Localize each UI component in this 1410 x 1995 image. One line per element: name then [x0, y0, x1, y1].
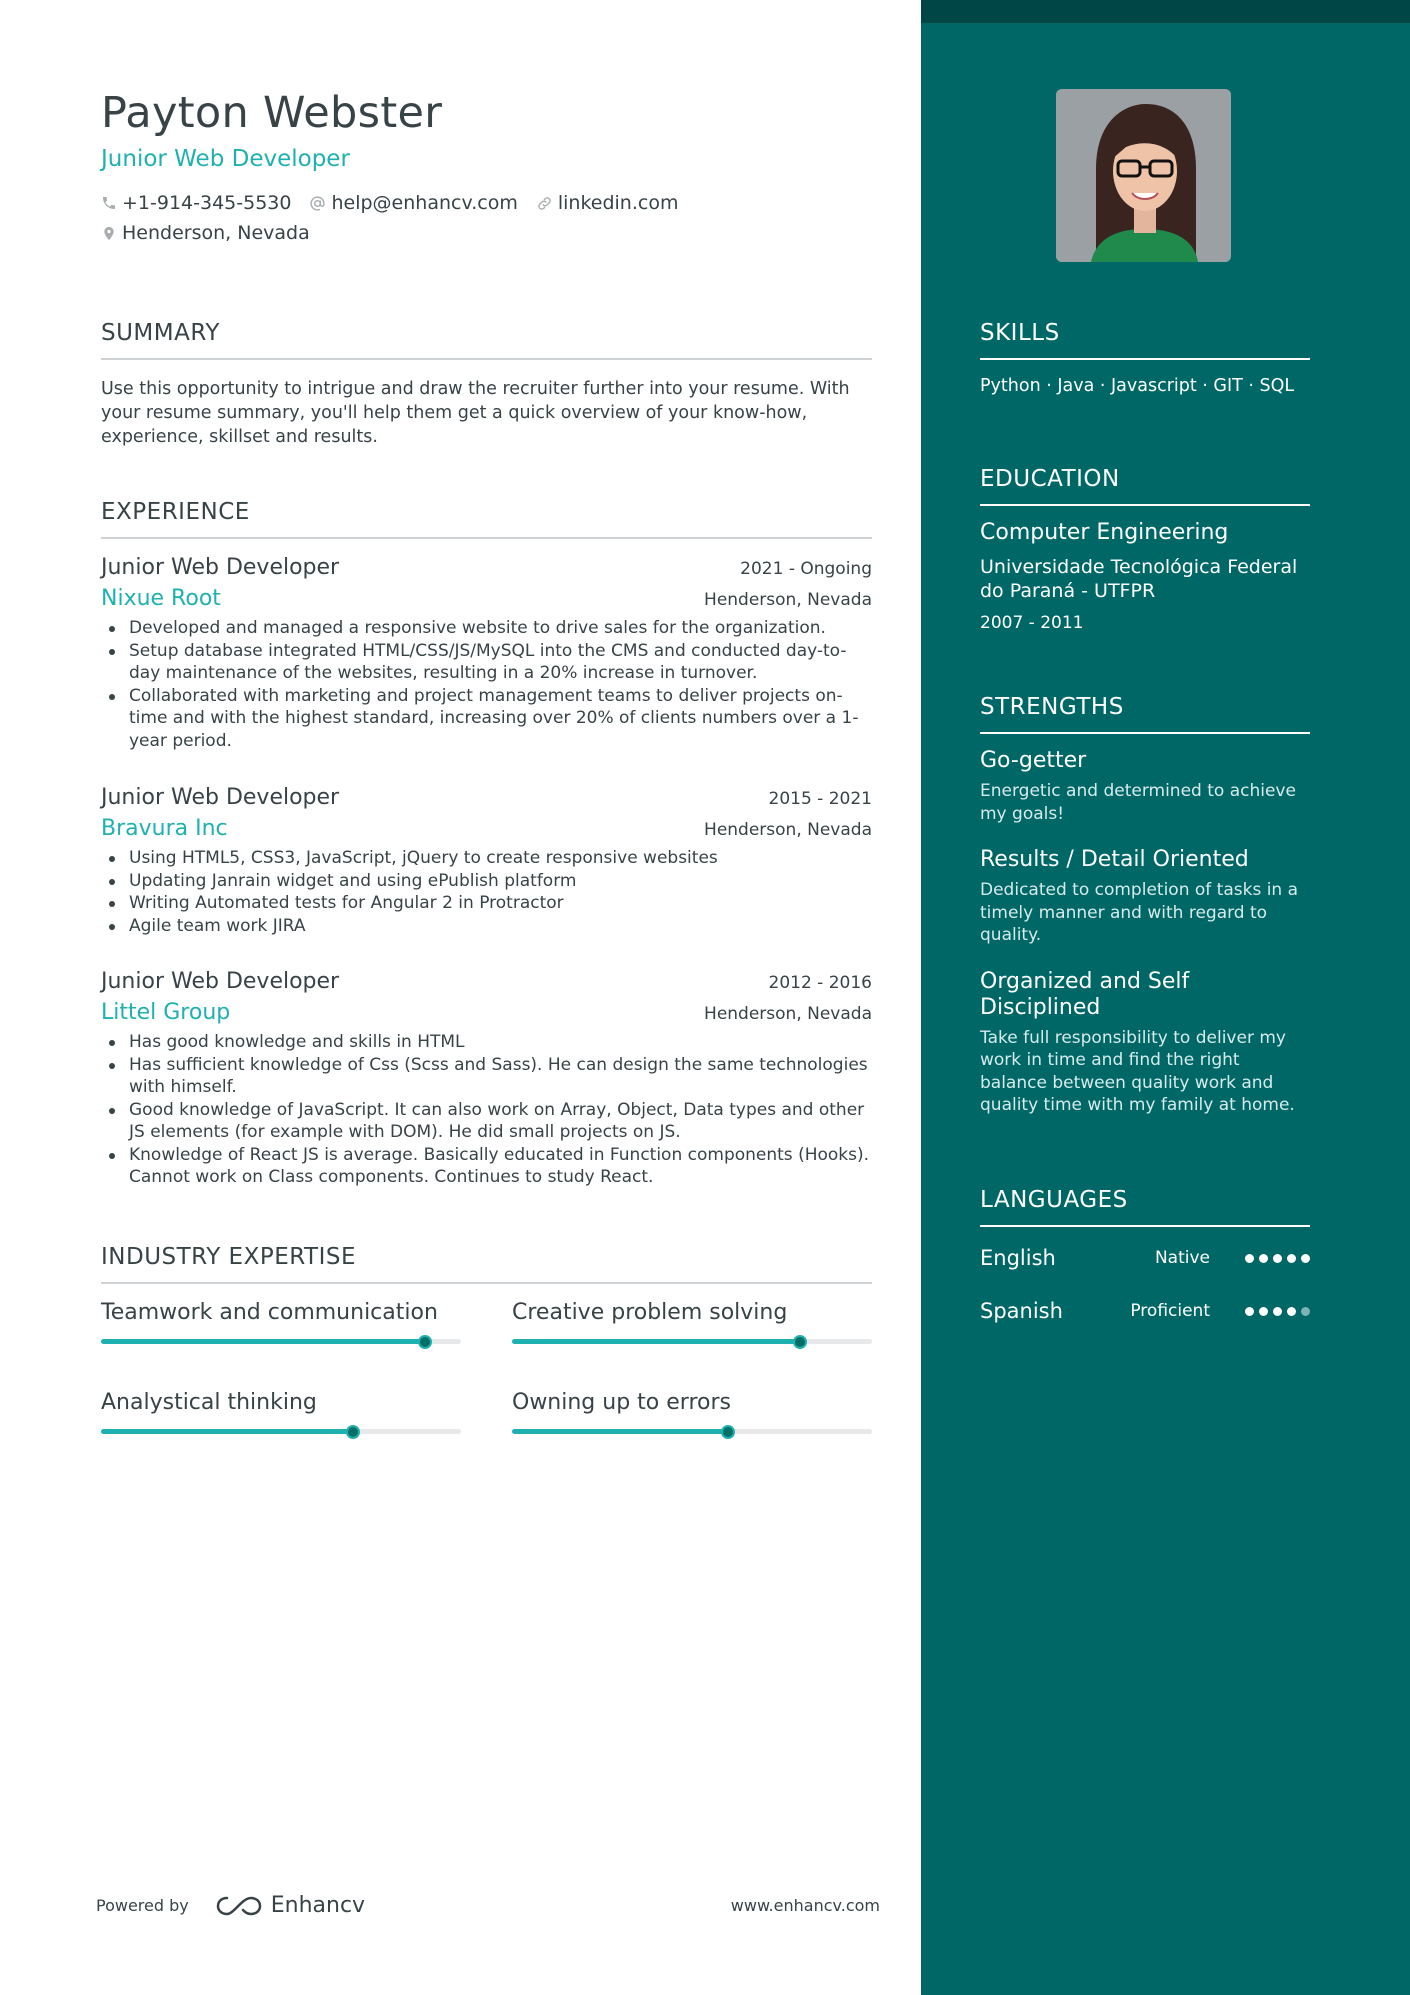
phone-icon — [101, 195, 117, 211]
language-level: Proficient — [1130, 1301, 1210, 1321]
at-icon — [309, 195, 326, 212]
experience-bullet: Agile team work JIRA — [101, 915, 872, 938]
sidebar-top-band — [921, 0, 1410, 23]
language-item — [980, 1296, 1310, 1326]
education-dates: 2007 - 2011 — [980, 613, 1084, 633]
expertise-label: Analystical thinking — [101, 1390, 317, 1415]
experience-dates: 2021 - Ongoing — [740, 559, 872, 579]
experience-bullets — [101, 1031, 872, 1189]
enhancv-logo[interactable] — [215, 1893, 365, 1918]
linkedin-text[interactable]: linkedin.com — [557, 192, 679, 214]
language-dot — [1245, 1254, 1254, 1263]
expertise-bar-knob — [721, 1425, 735, 1439]
language-dot — [1287, 1254, 1296, 1263]
enhancv-infinity-icon — [215, 1894, 263, 1918]
language-level: Native — [1154, 1248, 1210, 1268]
contact-email — [309, 192, 517, 214]
phone-text[interactable]: +1-914-345-5530 — [122, 192, 292, 214]
expertise-bar — [101, 1339, 461, 1344]
language-dots — [1240, 1254, 1310, 1263]
experience-dates: 2015 - 2021 — [768, 789, 872, 809]
contact-location — [101, 222, 310, 244]
language-dot — [1259, 1254, 1268, 1263]
expertise-bar — [512, 1429, 872, 1434]
contact-linkedin — [536, 192, 679, 214]
skills-section — [980, 320, 1310, 396]
experience-bullets — [101, 617, 872, 752]
language-item — [980, 1243, 1310, 1273]
strength-item — [980, 969, 1310, 1117]
language-dot — [1259, 1307, 1268, 1316]
language-dot — [1273, 1254, 1282, 1263]
enhancv-brand: Enhancv — [270, 1893, 366, 1918]
powered-by — [96, 1893, 365, 1918]
language-dots — [1240, 1307, 1310, 1316]
strength-description: Take full responsibility to deliver my work in time and find the right balance between quality work and quality time with my family at home. — [980, 1027, 1295, 1115]
experience-location: Henderson, Nevada — [704, 820, 872, 840]
powered-by-label: Powered by — [96, 1896, 189, 1915]
experience-location: Henderson, Nevada — [704, 590, 872, 610]
summary-heading: SUMMARY — [101, 320, 872, 360]
strength-name: Results / Detail Oriented — [980, 847, 1249, 872]
experience-bullet: Setup database integrated HTML/CSS/JS/MySQL into the CMS and conducted day-to-day maintenance of the websites, resulting in a 20% increase in turnover. — [101, 640, 872, 685]
experience-item — [101, 969, 872, 1189]
email-text[interactable]: help@enhancv.com — [331, 192, 518, 214]
experience-company: Littel Group — [101, 1000, 231, 1025]
contact-phone — [101, 192, 291, 214]
strength-name: Organized and Self Disciplined — [980, 968, 1190, 1020]
expertise-item — [512, 1390, 872, 1434]
skills-list: Python · Java · Javascript · GIT · SQL — [980, 376, 1295, 396]
expertise-bar — [101, 1429, 461, 1434]
experience-location: Henderson, Nevada — [704, 1004, 872, 1024]
experience-bullet: Good knowledge of JavaScript. It can also work on Array, Object, Data types and other JS elements (for example with DOM). He did small projects on JS. — [101, 1099, 872, 1144]
expertise-bar-fill — [101, 1339, 425, 1344]
experience-bullet: Has good knowledge and skills in HTML — [101, 1031, 872, 1054]
profile-photo-image — [1056, 89, 1231, 262]
candidate-title: Junior Web Developer — [101, 146, 350, 172]
experience-bullet: Using HTML5, CSS3, JavaScript, jQuery to create responsive websites — [101, 847, 872, 870]
expertise-item — [101, 1300, 461, 1344]
candidate-name: Payton Webster — [101, 88, 443, 138]
strength-item — [980, 847, 1310, 947]
language-dot — [1273, 1307, 1282, 1316]
strengths-heading: STRENGTHS — [980, 694, 1310, 734]
education-heading: EDUCATION — [980, 466, 1310, 506]
languages-heading: LANGUAGES — [980, 1187, 1310, 1227]
strength-description: Dedicated to completion of tasks in a timely manner and with regard to quality. — [980, 880, 1299, 945]
expertise-heading: INDUSTRY EXPERTISE — [101, 1244, 872, 1284]
language-name: Spanish — [980, 1299, 1063, 1323]
experience-bullets — [101, 847, 872, 937]
languages-section — [980, 1187, 1310, 1326]
expertise-bar — [512, 1339, 872, 1344]
language-dot — [1301, 1307, 1310, 1316]
expertise-bar-knob — [418, 1335, 432, 1349]
location-text: Henderson, Nevada — [122, 222, 310, 244]
education-degree: Computer Engineering — [980, 520, 1229, 545]
contact-row — [101, 192, 696, 214]
experience-company: Nixue Root — [101, 586, 221, 611]
footer — [96, 1893, 880, 1918]
language-name: English — [980, 1246, 1056, 1270]
experience-bullet: Updating Janrain widget and using ePublish platform — [101, 870, 872, 893]
experience-bullet: Has sufficient knowledge of Css (Scss and Sass). He can design the same technologies with himself. — [101, 1054, 872, 1099]
experience-company: Bravura Inc — [101, 816, 228, 841]
experience-item — [101, 785, 872, 937]
strengths-section — [980, 694, 1310, 1117]
expertise-label: Creative problem solving — [512, 1300, 788, 1325]
language-dot — [1301, 1254, 1310, 1263]
strength-name: Go-getter — [980, 748, 1087, 773]
experience-dates: 2012 - 2016 — [768, 973, 872, 993]
profile-photo — [1056, 89, 1231, 262]
strength-item — [980, 748, 1310, 825]
summary-text: Use this opportunity to intrigue and draw the recruiter further into your resume. With your resume summary, you'll help them get a quick overview of your know-how, experience, skillset and results. — [101, 379, 850, 447]
strength-description: Energetic and determined to achieve my goals! — [980, 781, 1296, 824]
skills-heading: SKILLS — [980, 320, 1310, 360]
experience-bullet: Knowledge of React JS is average. Basically educated in Function components (Hooks). Cannot work on Class components. Continues to study React. — [101, 1144, 872, 1189]
expertise-bar-knob — [346, 1425, 360, 1439]
language-dot — [1287, 1307, 1296, 1316]
expertise-bar-knob — [793, 1335, 807, 1349]
education-section — [980, 466, 1310, 633]
experience-bullet: Writing Automated tests for Angular 2 in Protractor — [101, 892, 872, 915]
education-school: Universidade Tecnológica Federal do Paraná - UTFPR — [980, 556, 1298, 602]
expertise-item — [101, 1390, 461, 1434]
experience-role: Junior Web Developer — [101, 969, 340, 994]
footer-website[interactable]: www.enhancv.com — [730, 1896, 880, 1915]
sidebar — [921, 0, 1410, 1995]
location-pin-icon — [101, 225, 117, 242]
expertise-bar-fill — [512, 1339, 800, 1344]
link-icon — [536, 195, 553, 212]
expertise-label: Teamwork and communication — [101, 1300, 438, 1325]
expertise-bar-fill — [512, 1429, 728, 1434]
experience-bullet: Developed and managed a responsive website to drive sales for the organization. — [101, 617, 872, 640]
expertise-item — [512, 1300, 872, 1344]
experience-role: Junior Web Developer — [101, 555, 340, 580]
language-dot — [1245, 1307, 1254, 1316]
experience-heading: EXPERIENCE — [101, 499, 872, 539]
contact-row-location — [101, 222, 328, 244]
expertise-bar-fill — [101, 1429, 353, 1434]
experience-role: Junior Web Developer — [101, 785, 340, 810]
experience-item — [101, 555, 872, 752]
expertise-label: Owning up to errors — [512, 1390, 731, 1415]
experience-bullet: Collaborated with marketing and project management teams to deliver projects on-time and with the highest standard, increasing over 20% of clients numbers over a 1-year period. — [101, 685, 872, 753]
